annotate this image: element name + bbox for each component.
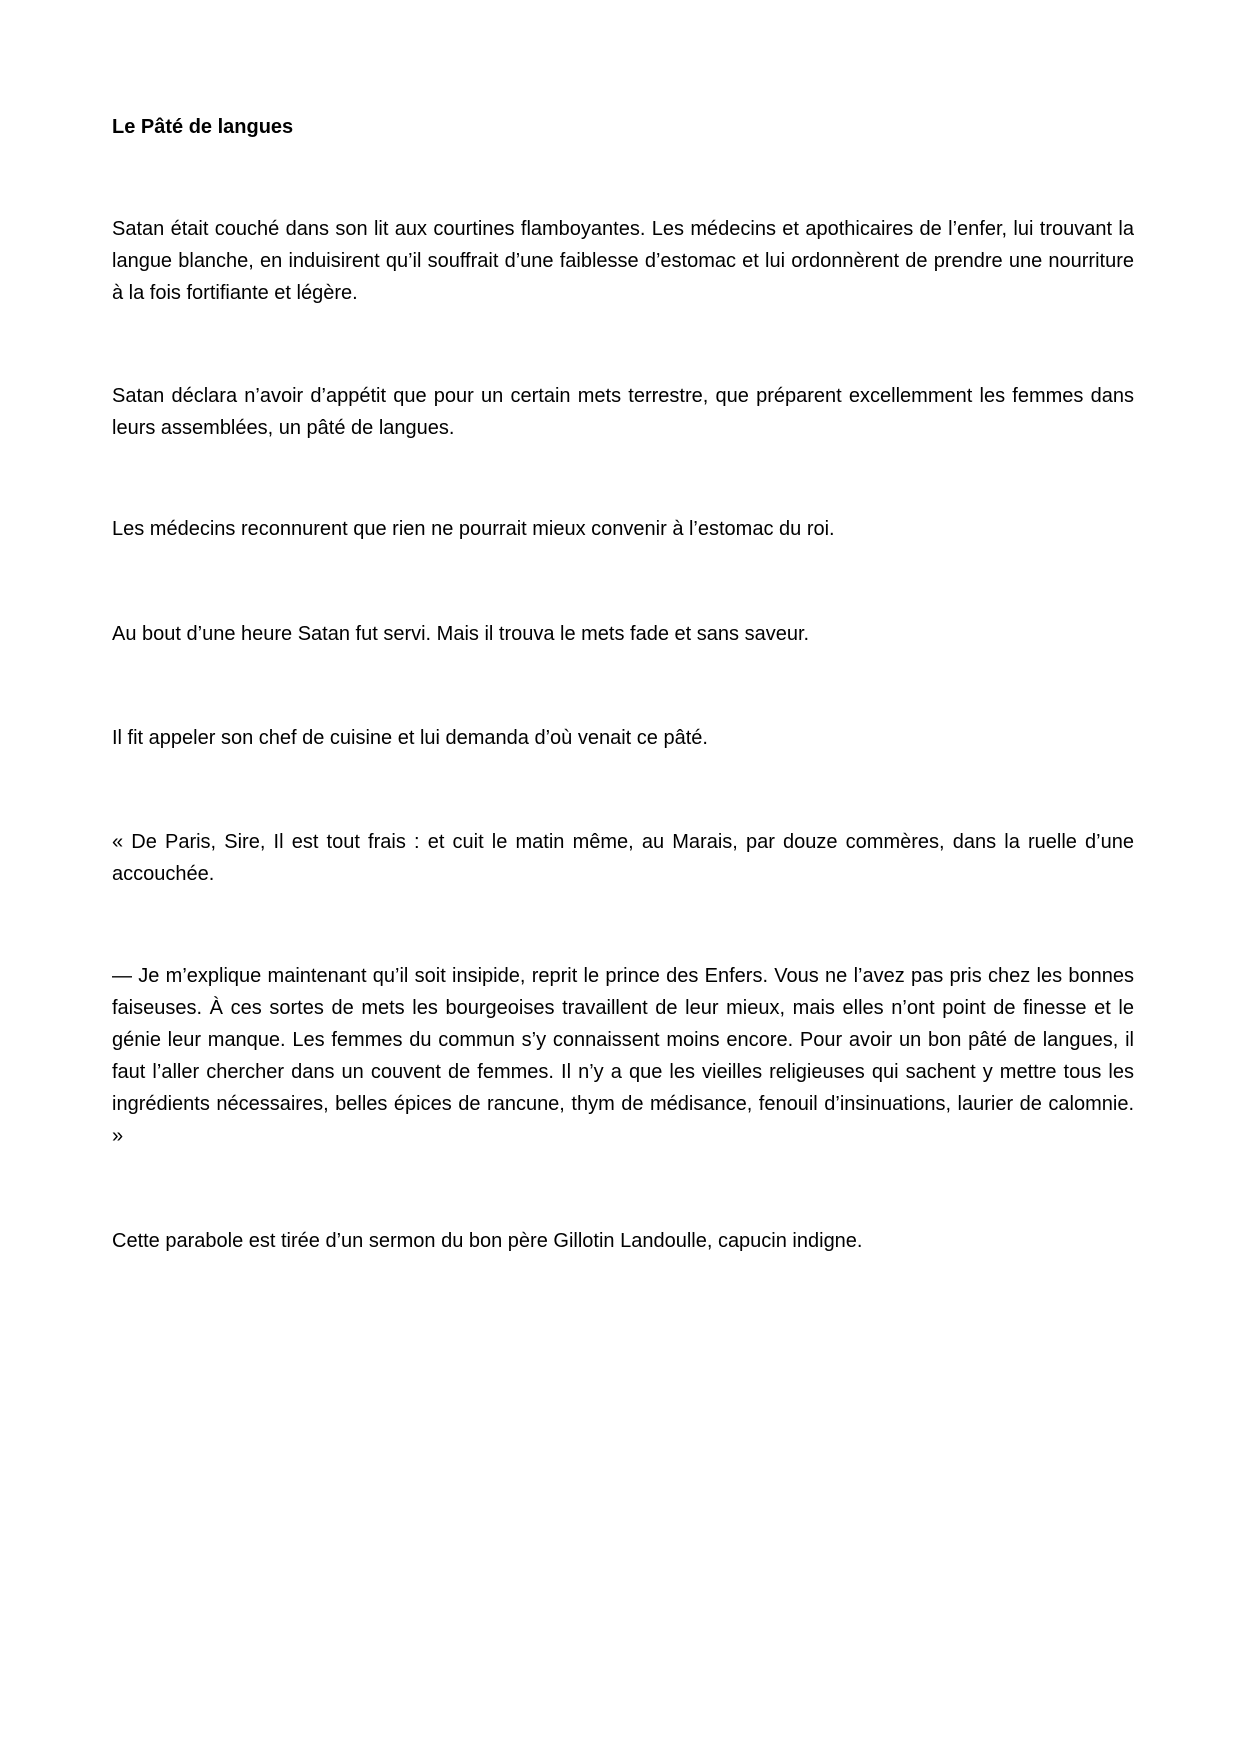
- document-title: Le Pâté de langues: [112, 116, 294, 138]
- paragraph-sermon-source: Cette parabole est tirée d’un sermon du bon père Gillotin Landoulle, capucin indigne.: [112, 1230, 863, 1252]
- paragraph-served: Au bout d’une heure Satan fut servi. Mais il trouva le mets fade et sans saveur.: [112, 623, 810, 645]
- paragraph-from-paris: « De Paris, Sire, Il est tout frais : et cuit le matin même, au Marais, par douze commères, dans la ruelle d’une accouchée.: [112, 831, 1134, 885]
- paragraph-satan-bed: Satan était couché dans son lit aux courtines flamboyantes. Les médecins et apothicaires de l’enfer, lui trouvant la langue blanche, en induisirent qu’il souffrait d’une faiblesse d’estomac et lui ordonnèrent de prendre une nourriture à la fois fortifiante et légère.: [112, 218, 1134, 304]
- paragraph-chef-called: Il fit appeler son chef de cuisine et lui demanda d’où venait ce pâté.: [112, 727, 708, 749]
- paragraph-prince-reply: — Je m’explique maintenant qu’il soit insipide, reprit le prince des Enfers. Vous ne l’avez pas pris chez les bonnes faiseuses. À ces sortes de mets les bourgeoises travaillent de leur mieux, mais elles n’ont point de finesse et le génie leur manque. Les femmes du commun s’y connaissent moins encore. Pour avoir un bon pâté de langues, il faut l’aller chercher dans un couvent de femmes. Il n’y a que les vieilles religieuses qui sachent y mettre tous les ingrédients nécessaires, belles épices de rancune, thym de médisance, fenouil d’insinuations, laurier de calomnie. »: [112, 965, 1134, 1147]
- paragraph-doctors-agree: Les médecins reconnurent que rien ne pourrait mieux convenir à l’estomac du roi.: [112, 518, 835, 540]
- paragraph-satan-appetite: Satan déclara n’avoir d’appétit que pour un certain mets terrestre, que préparent excellemment les femmes dans leurs assemblées, un pâté de langues.: [112, 385, 1134, 439]
